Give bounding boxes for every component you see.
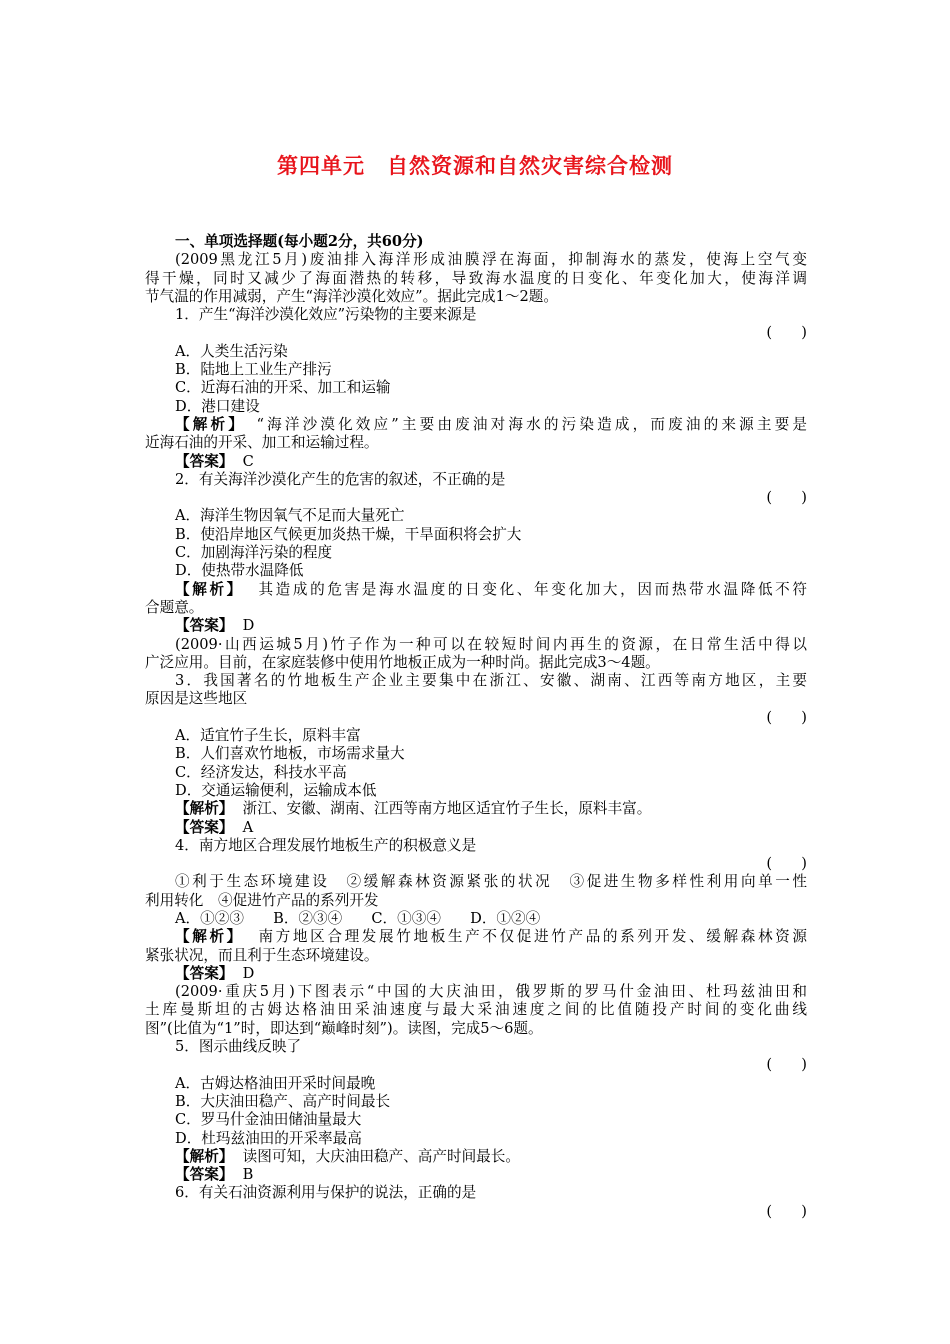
- section-heading: 一、单项选择题(每小题2分，共60分): [175, 233, 424, 250]
- answer-blank: ( ): [766, 1056, 807, 1074]
- question-stem: 3．我国著名的竹地板生产企业主要集中在浙江、安徽、湖南、江西等南方地区，主要: [175, 672, 807, 690]
- option-d: D．交通运输便利，运输成本低: [175, 781, 377, 799]
- option-b: B．使沿岸地区气候更加炎热干燥，干旱面积将会扩大: [175, 525, 522, 543]
- analysis-label: 【解析】: [175, 415, 239, 433]
- answer-label: 【答案】: [175, 452, 234, 470]
- answer-blank: ( ): [766, 708, 807, 726]
- analysis-line: [145, 416, 807, 434]
- question-stem: 1．产生“海洋沙漠化效应”污染物的主要来源是: [175, 306, 477, 324]
- answer-line: [145, 1166, 807, 1184]
- answer-label: 【答案】: [175, 617, 234, 635]
- answer-value: C: [242, 452, 254, 470]
- option-b: B．陆地上工业生产排污: [175, 361, 332, 379]
- intro-paragraph: 土库曼斯坦的古姆达格油田采油速度与最大采油速度之间的比值随投产时间的变化曲线: [145, 1001, 807, 1019]
- answer-label: 【答案】: [175, 818, 234, 836]
- intro-paragraph: (2009·重庆5月)下图表示“中国的大庆油田，俄罗斯的罗马什金油田、杜玛兹油田和: [175, 983, 807, 1001]
- answer-label: 【答案】: [175, 1166, 234, 1184]
- option-d: D．使热带水温降低: [175, 562, 304, 580]
- options-inline: A．①②③ B．②③④ C．①③④ D．①②④: [175, 909, 541, 927]
- answer-value: D: [242, 617, 255, 635]
- analysis-label: 【解析】: [175, 580, 244, 598]
- document-body: [145, 233, 807, 1221]
- analysis-line: [145, 581, 807, 599]
- option-d: D．杜玛兹油田的开采率最高: [175, 1129, 362, 1147]
- answer-blank: ( ): [766, 489, 807, 507]
- answer-blank: ( ): [766, 855, 807, 873]
- answer-label: 【答案】: [175, 964, 234, 982]
- page-title: 第四单元 自然资源和自然灾害综合检测: [277, 154, 673, 178]
- question-stem: 5．图示曲线反映了: [175, 1038, 302, 1056]
- answer-value: B: [242, 1166, 254, 1184]
- analysis-label: 【解析】: [175, 800, 234, 818]
- answer-blank: ( ): [766, 324, 807, 342]
- question-stem: 原因是这些地区: [145, 690, 248, 708]
- answer-line: [145, 819, 807, 837]
- option-d: D．港口建设: [175, 397, 260, 415]
- analysis-label: 【解析】: [175, 1147, 234, 1165]
- option-a: A．海洋生物因氧气不足而大量死亡: [175, 507, 405, 525]
- analysis-text: 合题意。: [145, 598, 204, 616]
- question-stem: 2．有关海洋沙漠化产生的危害的叙述，不正确的是: [175, 470, 506, 488]
- option-a: A．人类生活污染: [175, 342, 288, 360]
- option-a: A．古姆达格油田开采时间最晚: [175, 1074, 376, 1092]
- analysis-text: 南方地区合理发展竹地板生产不仅促进竹产品的系列开发、缓解森林资源: [258, 928, 807, 946]
- analysis-line: [145, 800, 807, 818]
- option-b: B．人们喜欢竹地板，市场需求量大: [175, 745, 405, 763]
- answer-line: [145, 453, 807, 471]
- analysis-text: 紧张状况，而且利于生态环境建设。: [145, 946, 379, 964]
- question-stem: 6．有关石油资源利用与保护的说法，正确的是: [175, 1184, 477, 1202]
- intro-paragraph: (2009·山西运城5月)竹子作为一种可以在较短时间内再生的资源，在日常生活中得以: [175, 635, 807, 653]
- intro-paragraph: 图”(比值为“1”时，即达到“巅峰时刻”)。读图，完成5～6题。: [145, 1019, 543, 1037]
- analysis-line: [145, 928, 807, 946]
- option-c: C．罗马什金油田储油量最大: [175, 1111, 362, 1129]
- statement-items: ①利于生态环境建设 ②缓解森林资源紧张的状况 ③促进生物多样性利用向单一性: [175, 873, 807, 891]
- intro-paragraph: 节气温的作用减弱，产生“海洋沙漠化效应”。据此完成1～2题。: [145, 287, 558, 305]
- option-c: C．近海石油的开采、加工和运输: [175, 379, 391, 397]
- analysis-text: 近海石油的开采、加工和运输过程。: [145, 434, 379, 452]
- analysis-line: [145, 1148, 807, 1166]
- option-c: C．经济发达，科技水平高: [175, 763, 347, 781]
- question-stem: 4．南方地区合理发展竹地板生产的积极意义是: [175, 836, 477, 854]
- analysis-text: 浙江、安徽、湖南、江西等南方地区适宜竹子生长，原料丰富。: [242, 800, 652, 818]
- analysis-text: 读图可知，大庆油田稳产、高产时间最长。: [242, 1147, 520, 1165]
- option-b: B．大庆油田稳产、高产时间最长: [175, 1092, 391, 1110]
- intro-paragraph: 得干燥，同时又减少了海面潜热的转移，导致海水温度的日变化、年变化加大，使海洋调: [145, 269, 807, 287]
- option-c: C．加剧海洋污染的程度: [175, 544, 333, 562]
- analysis-text: 其造成的危害是海水温度的日变化、年变化加大，因而热带水温降低不符: [258, 580, 807, 598]
- statement-items: 利用转化 ④促进竹产品的系列开发: [145, 891, 379, 909]
- answer-line: [145, 965, 807, 983]
- answer-line: [145, 617, 807, 635]
- intro-paragraph: (2009黑龙江5月)废油排入海洋形成油膜浮在海面，抑制海水的蒸发，使海上空气变: [175, 251, 807, 269]
- answer-blank: ( ): [766, 1202, 807, 1220]
- intro-paragraph: 广泛应用。目前，在家庭装修中使用竹地板正成为一种时尚。据此完成3～4题。: [145, 653, 660, 671]
- option-a: A．适宜竹子生长，原料丰富: [175, 727, 361, 745]
- answer-value: A: [242, 818, 254, 836]
- analysis-label: 【解析】: [175, 928, 244, 946]
- answer-value: D: [242, 964, 255, 982]
- analysis-text: “海洋沙漠化效应”主要由废油对海水的污染造成，而废油的来源主要是: [238, 415, 807, 433]
